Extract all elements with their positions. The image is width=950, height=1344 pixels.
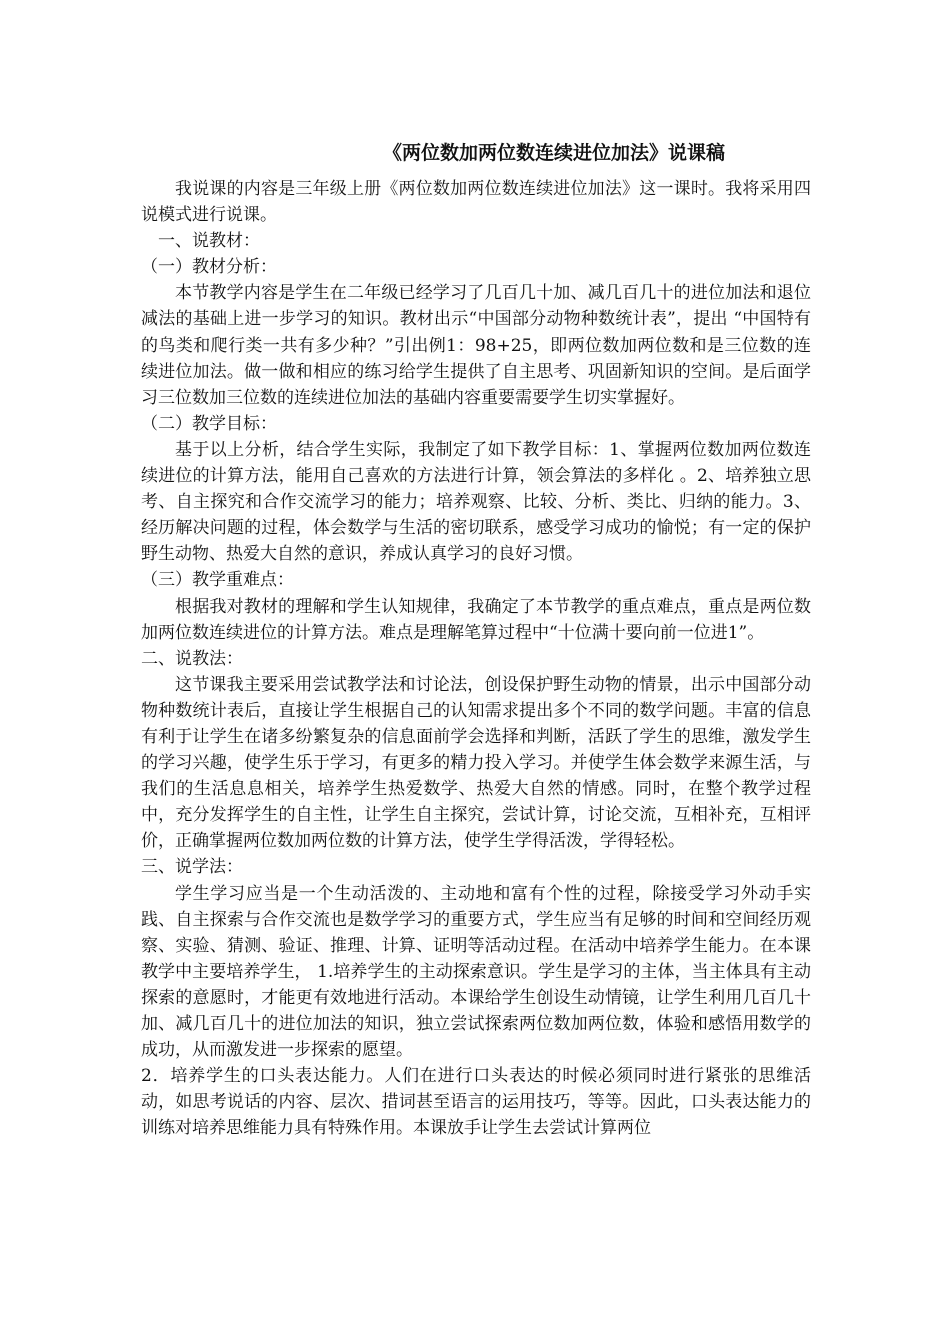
body-paragraph: 本节教学内容是学生在二年级已经学习了几百几十加、减几百几十的进位加法和退位减法的基础上进一步学习的知识。教材出示“中国部分动物种数统计表”，提出 “中国特有的鸟类和爬行类一共有多少种？”引出例1：98+25，即两位数加两位数和是三位数的连续进位加法。做一做和相应的练习给学生提供了自主思考、巩固新知识的空间。是后面学习三位数加三位数的连续进位加法的基础内容重要需要学生切实掌握好。 <box>141 283 811 408</box>
section-heading: 一、说教材： <box>158 231 260 252</box>
body-paragraph: 学生学习应当是一个生动活泼的、主动地和富有个性的过程，除接受学习外动手实践、自主探索与合作交流也是数学学习的重要方式，学生应当有足够的时间和空间经历观察、实验、猜测、验证、推理、计算、证明等活动过程。在活动中培养学生能力。在本课教学中主要培养学生， 1.培养学生的主动探索意识。学生是学习的主体，当主体具有主动探索的意愿时，才能更有效地进行活动。本课给学生创设生动情镜，让学生利用几百几十加、减几百几十的进位加法的知识，独立尝试探索两位数加两位数，体验和感悟用数学的成功，从而激发进一步探索的愿望。 <box>141 883 811 1061</box>
subsection-heading: （二）教学目标： <box>141 413 277 434</box>
section-heading: 二、说教法： <box>141 648 243 669</box>
section-heading: 三、说学法： <box>141 857 243 878</box>
document-title: 《两位数加两位数连续进位加法》说课稿 <box>383 142 726 164</box>
body-paragraph: 这节课我主要采用尝试教学法和讨论法，创设保护野生动物的情景，出示中国部分动物种数统计表后，直接让学生根据自己的认知需求提出多个不同的数学问题。丰富的信息有利于让学生在诸多纷繁复杂的信息面前学会选择和判断，活跃了学生的思维，激发学生的学习兴趣，使学生乐于学习，有更多的精力投入学习。并使学生体会数学来源生活，与我们的生活息息相关，培养学生热爱数学、热爱大自然的情感。同时，在整个教学过程中，充分发挥学生的自主性，让学生自主探究，尝试计算，讨论交流，互相补充，互相评价，正确掌握两位数加两位数的计算方法，使学生学得活泼，学得轻松。 <box>141 674 811 852</box>
subsection-heading: （一）教材分析： <box>141 257 277 278</box>
body-paragraph: 2．培养学生的口头表达能力。人们在进行口头表达的时候必须同时进行紧张的思维活动，如思考说话的内容、层次、措词甚至语言的运用技巧，等等。因此，口头表达能力的训练对培养思维能力具有特殊作用。本课放手让学生去尝试计算两位 <box>141 1066 811 1139</box>
subsection-heading: （三）教学重难点： <box>141 570 294 591</box>
document-body <box>141 176 811 1141</box>
body-paragraph: 基于以上分析，结合学生实际，我制定了如下教学目标：1、掌握两位数加两位数连续进位的计算方法，能用自己喜欢的方法进行计算，领会算法的多样化 。2、培养独立思考、自主探究和合作交流学习的能力；培养观察、比较、分析、类比、归纳的能力。3、经历解决问题的过程，体会数学与生活的密切联系，感受学习成功的愉悦；有一定的保护野生动物、热爱大自然的意识，养成认真学习的良好习惯。 <box>141 439 811 565</box>
body-paragraph: 我说课的内容是三年级上册《两位数加两位数连续进位加法》这一课时。我将采用四说模式进行说课。 <box>141 179 811 226</box>
body-paragraph: 根据我对教材的理解和学生认知规律，我确定了本节教学的重点难点，重点是两位数加两位数连续进位的计算方法。难点是理解笔算过程中“十位满十要向前一位进1”。 <box>141 596 811 643</box>
